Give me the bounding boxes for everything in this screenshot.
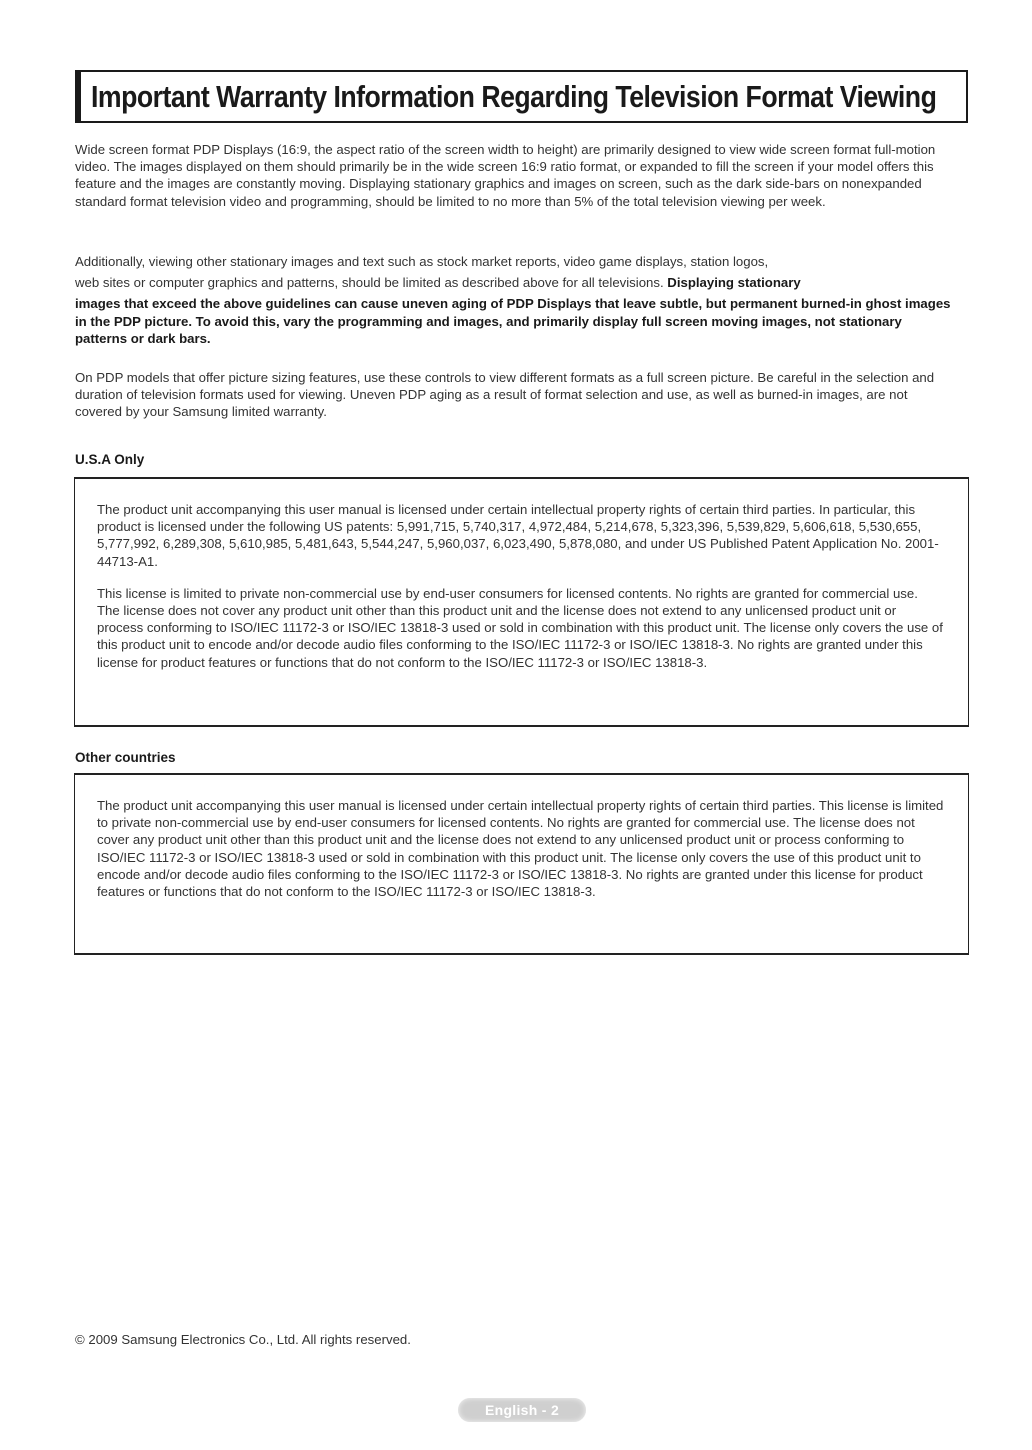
- usa-license-paragraph-2: This license is limited to private non-commercial use by end-user consumers for licensed contents. No rights are granted for commercial use. The license does not cover any product unit other than this product unit and the license does not extend to any unlicensed product unit or process conforming to ISO/IEC 11172-3 or ISO/IEC 13818-3 used or sold in combination with this product unit. The license only covers the use of this product unit to encode and/or decode audio files conforming to the ISO/IEC 11172-3 or ISO/IEC 13818-3. No rights are granted under this license for product features or functions that do not conform to the ISO/IEC 11172-3 or ISO/IEC 13818-3.: [97, 585, 943, 670]
- usa-license-box: [74, 477, 969, 727]
- intro-paragraph-1: Wide screen format PDP Displays (16:9, the aspect ratio of the screen width to height) are primarily designed to view wide screen format full-motion video. The images displayed on them should primarily be in the wide screen 16:9 ratio format, or expanded to fill the screen if your model offers this feature and the images are constantly moving. Displaying stationary graphics and images on screen, such as the dark side-bars on nonexpanded standard format television video and programming, should be limited to no more than 5% of the total television viewing per week.: [75, 142, 936, 209]
- page-number-label: English - 2: [484, 1402, 560, 1418]
- warning-bold-text: images that exceed the above guidelines can cause uneven aging of PDP Displays that leave subtle, but permanent burned-in ghost images in the PDP picture. To avoid this, vary the programming and images, and primarily display full screen moving images, not stationary patterns or dark bars.: [75, 296, 951, 346]
- page-title: Important Warranty Information Regarding Television Format Viewing: [91, 78, 937, 114]
- intro-paragraph-2-line-2: [75, 274, 955, 291]
- other-countries-license-content: [97, 797, 944, 915]
- copyright-notice: © 2009 Samsung Electronics Co., Ltd. All rights reserved.: [75, 1332, 411, 1347]
- intro-paragraph-2: [75, 253, 955, 347]
- usa-only-heading: U.S.A Only: [75, 452, 145, 467]
- intro-paragraph-2-line-1: Additionally, viewing other stationary images and text such as stock market reports, video game displays, station logos,: [75, 254, 769, 269]
- intro-paragraph-2-line-2-text: web sites or computer graphics and patterns, should be limited as described above for all televisions.: [75, 275, 664, 291]
- title-banner: [75, 70, 968, 123]
- other-countries-license-box: [74, 773, 969, 955]
- other-countries-heading: Other countries: [75, 750, 176, 765]
- other-countries-license-paragraph: The product unit accompanying this user manual is licensed under certain intellectual property rights of certain third parties. This license is limited to private non-commercial use by end-user consumers for licensed contents. No rights are granted for commercial use. The license does not cover any product unit other than this product unit and the license does not extend to any unlicensed product unit or process conforming to ISO/IEC 11172-3 or ISO/IEC 13818-3 used or sold in combination with this product unit. The license only covers the use of this product unit to encode and/or decode audio files conforming to the ISO/IEC 11172-3 or ISO/IEC 13818-3. No rights are granted under this license for product features or functions that do not conform to the ISO/IEC 11172-3 or ISO/IEC 13818-3.: [97, 798, 944, 900]
- warning-inline-bold: Displaying stationary: [667, 275, 801, 291]
- usa-license-paragraph-1: The product unit accompanying this user manual is licensed under certain intellectual property rights of certain third parties. In particular, this product is licensed under the following US patents: 5,991,715, 5,740,317, 4,972,484, 5,214,678, 5,323,396, 5,539,829, 5,606,618, 5,530,655, 5,777,992, 6,289,308, 5,610,985, 5,481,643, 5,544,247, 5,960,037, 6,023,490, 5,878,080, and under US Published Patent Application No. 2001-44713-A1.: [97, 502, 939, 569]
- intro-paragraph-3: On PDP models that offer picture sizing features, use these controls to view different formats as a full screen picture. Be careful in the selection and duration of television formats used for viewing. Uneven PDP aging as a result of format selection and use, as well as burned-in images, are not covered by your Samsung limited warranty.: [75, 370, 935, 420]
- page-number-badge: [458, 1398, 586, 1422]
- usa-license-content: [97, 501, 944, 686]
